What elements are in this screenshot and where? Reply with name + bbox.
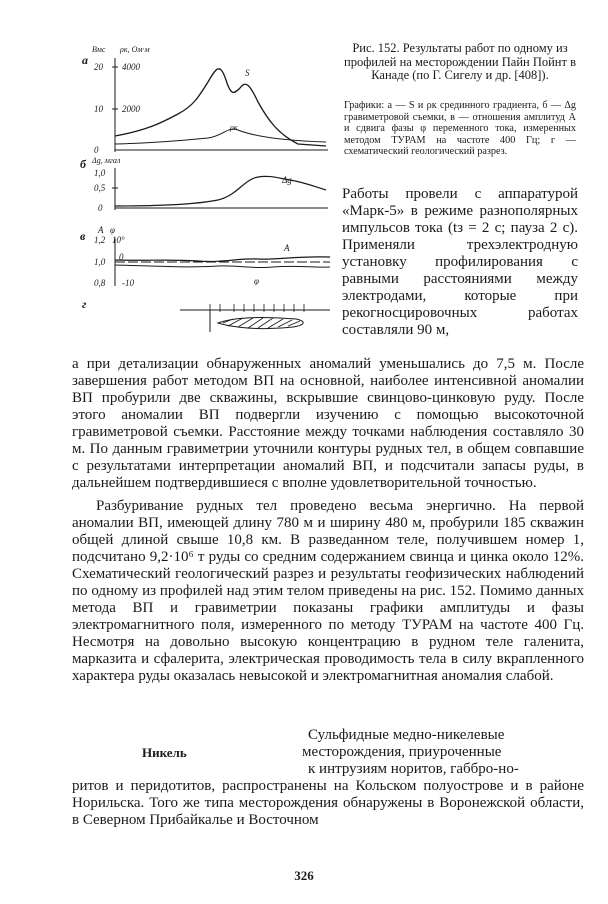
v-tick-0: 0 bbox=[119, 252, 124, 262]
curve-dg-line bbox=[115, 176, 326, 206]
b-tick-0: 0 bbox=[98, 203, 103, 213]
v-tick-12: 1,2 bbox=[94, 235, 106, 245]
a-tick-20: 20 bbox=[94, 62, 103, 72]
panel-v-label: в bbox=[80, 229, 86, 243]
b-unit: Δg, мгал bbox=[92, 156, 121, 165]
a-tick-2000: 2000 bbox=[122, 104, 140, 114]
side-paragraph: Работы провели с аппаратурой «Марк-5» в режиме разнополярных импульсов тока (tз = 2 с; пауза 2 с). Применяли трехэлектродную установку профилирования с равными расстояниями между электродами, которые при рекогносцировочных работах составляли 90 м, bbox=[342, 186, 578, 338]
curve-a-label: А bbox=[284, 243, 290, 253]
nickel-rest: ритов и перидотитов, распространены на Кольском полуострове и в районе Норильска. Того же типа месторождения обнаружены в Воронежской области, в Северном Прибайкалье и Восточном bbox=[72, 778, 584, 828]
nickel-line-2: месторождения, приуроченные bbox=[302, 744, 502, 760]
g-borehole-ticks bbox=[210, 304, 304, 312]
nickel-section bbox=[72, 727, 584, 829]
nickel-line-1: Сульфидные медно-никелевые bbox=[308, 727, 505, 743]
b-tick-10: 1,0 bbox=[94, 168, 106, 178]
curve-dg-label: Δg bbox=[282, 175, 292, 185]
v-unit-a: А bbox=[98, 225, 104, 235]
nickel-heading: Никель bbox=[142, 745, 187, 760]
page-number: 326 bbox=[294, 868, 314, 883]
curve-rho-label: ρк bbox=[230, 123, 238, 132]
v-tick-10deg: 10° bbox=[112, 235, 125, 245]
panel-a-label: а bbox=[82, 53, 88, 67]
paragraph-1: а при детализации обнаруженных аномалий уменьшались до 7,5 м. После завершения работ методом ВП на основной, наиболее интенсивной аномалии ВП пробурили две скважины, вскрывшие свинцово-цинковую руду. После этого аномалии ВП подвергли изучению с помощью высокоточной гравиметровой съемки. Расстояние между точками наблюдения составляло 30 м. По данным гравиметрии уточнили контуры рудных тел, в общем совпавшие с результатами интерпретации аномалий ВП, и подсчитали запасы руды, в дальнейшем подтвердившиеся с вполне удовлетворительной точностью. bbox=[72, 356, 584, 491]
figure-caption-notes: Графики: а — S и ρк срединного градиента, б — Δg гравиметровой съемки, в — отношения амплитуд А и сдвига фазы φ переменного тока, измеренных методом ТУРАМ на частоте 400 Гц; г — схематический геологический разрез. bbox=[344, 100, 576, 158]
main-text bbox=[72, 356, 584, 685]
v-tick-08: 0,8 bbox=[94, 278, 106, 288]
b-tick-05: 0,5 bbox=[94, 183, 106, 193]
curve-a-line bbox=[115, 257, 330, 262]
nickel-line-3: к интрузиям норитов, габбро-но- bbox=[308, 761, 519, 777]
v-tick-10: 1,0 bbox=[94, 257, 106, 267]
v-tick-m10: -10 bbox=[122, 278, 134, 288]
figure-graphics bbox=[68, 40, 338, 340]
curve-phi-line bbox=[115, 265, 330, 268]
a-tick-0: 0 bbox=[94, 145, 99, 155]
a-tick-10: 10 bbox=[94, 104, 103, 114]
curve-phi-label: φ bbox=[254, 276, 259, 286]
panel-g-label: г bbox=[82, 297, 87, 311]
a-tick-4000: 4000 bbox=[122, 62, 140, 72]
figure-152 bbox=[68, 40, 338, 340]
a-unit-right: ρк, Ом·м bbox=[120, 45, 150, 54]
figure-caption-title: Рис. 152. Результаты работ по одному из профилей на месторождении Пайн Пойнт в Канаде (по Г. Сигелу и др. [408]). bbox=[344, 41, 576, 82]
nickel-row bbox=[72, 744, 584, 761]
panel-b-label: б bbox=[80, 157, 86, 171]
v-unit-phi: φ bbox=[110, 225, 115, 235]
paragraph-2: Разбуривание рудных тел проведено весьма энергично. На первой аномалии ВП, имеющей длину 780 м и ширину 480 м, пробурили 185 скважин общей длиной свыше 10,8 км. В разведанном теле, получившем номер 1, подсчитано 9,2·10⁶ т руды со средним содержанием свинца и цинка около 12%. Схематический геологический разрез и результаты геофизических наблюдений по одному из профилей над этим телом приведены на рис. 152. Помимо данных метода ВП и гравиметрии показаны графики амплитуды и фазы электромагнитного поля, измеренного по методу ТУРАМ на частоте 400 Гц. Несмотря на довольно высокую концентрацию в рудном теле галенита, марказита и сфалерита, электрическая проводимость тела в силу вкрапленного характера руды оказалась невысокой и электромагнитная аномалия слабой. bbox=[72, 498, 584, 684]
a-unit-left: Вмс bbox=[92, 45, 106, 54]
curve-s-label: S bbox=[245, 68, 250, 78]
